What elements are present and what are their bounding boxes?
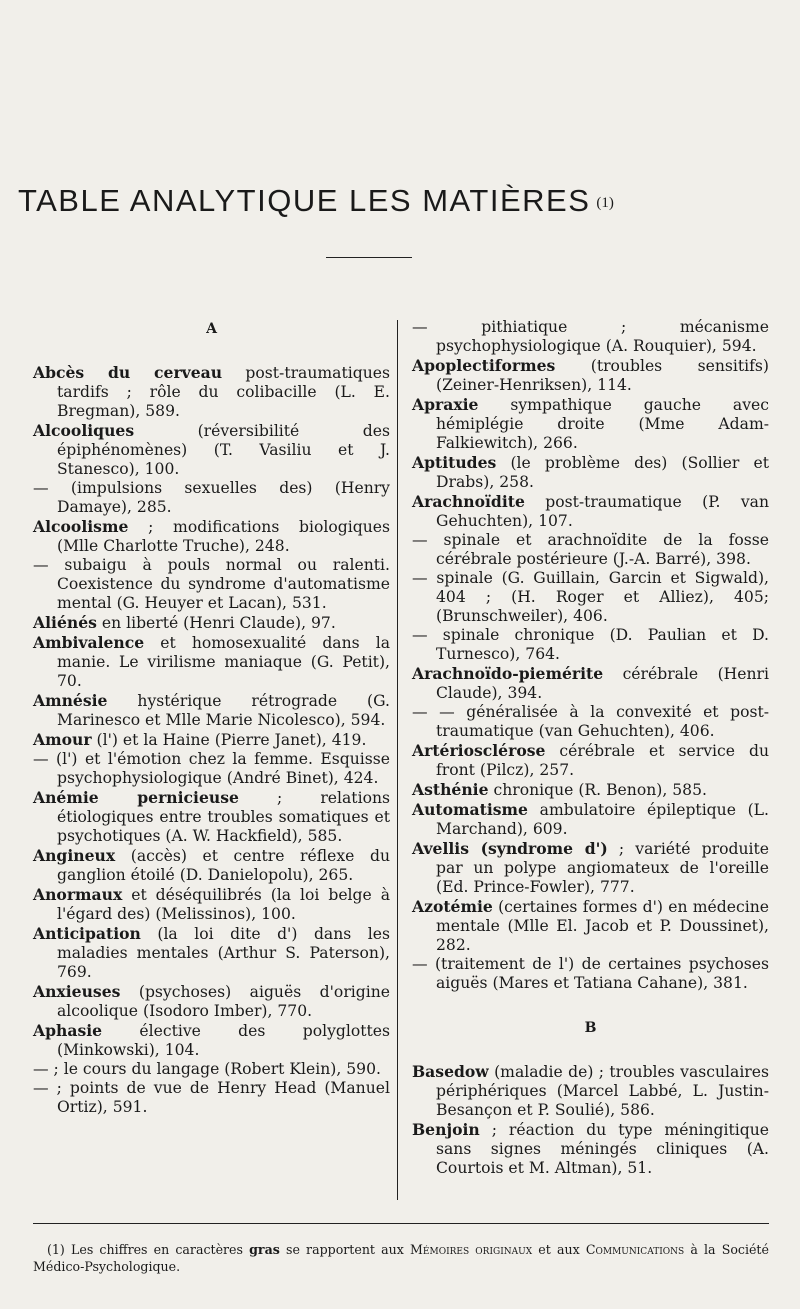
index-entry — [412, 897, 769, 955]
index-entry — [412, 531, 769, 569]
entry-text: élective des polyglottes (Minkowski), 104. — [57, 1022, 390, 1059]
entry-text: — ; le cours du langage (Robert Klein), 590. — [33, 1060, 381, 1078]
entry-term: Alcooliques — [33, 421, 135, 440]
footnote — [33, 1241, 769, 1275]
index-entry — [412, 318, 769, 356]
right-entries-b — [412, 1062, 769, 1178]
index-entry — [412, 1120, 769, 1178]
index-entry — [412, 395, 769, 453]
entry-text: — (impulsions sexuelles des) (Henry Damaye), 285. — [33, 479, 390, 516]
entry-text: — (traitement de l') de certaines psychoses aiguës (Mares et Tatiana Cahane), 381. — [412, 955, 769, 992]
entry-text: post-traumatique (P. van Gehuchten), 107. — [436, 493, 769, 530]
entry-text: (psychoses) aiguës d'origine alcoolique (Isodoro Imber), 770. — [57, 983, 390, 1020]
entry-text: — ; points de vue de Henry Head (Manuel Ortiz), 591. — [33, 1079, 390, 1116]
entry-text: — subaigu à pouls normal ou ralenti. Coexistence du syndrome d'automatisme mental (G. Heuyer et Lacan), 531. — [33, 556, 390, 612]
index-entry — [33, 421, 390, 479]
entry-text: ; réaction du type méningitique sans signes méningés cliniques (A. Courtois et M. Altman), 51. — [436, 1121, 769, 1177]
entry-term: Anxieuses — [33, 982, 121, 1001]
index-entry — [33, 517, 390, 556]
index-entry — [412, 839, 769, 897]
index-entry — [33, 556, 390, 613]
entry-term: Arachnoïdite — [412, 492, 525, 511]
left-entries — [33, 363, 390, 1117]
entry-text: (la loi dite d') dans les maladies mentales (Arthur S. Paterson), 769. — [57, 925, 390, 981]
title-footnote-mark: (1) — [596, 195, 614, 211]
column-divider — [397, 320, 398, 1200]
index-entry — [33, 1079, 390, 1117]
index-entry — [33, 885, 390, 924]
index-entry — [33, 691, 390, 730]
entry-term: Basedow — [412, 1062, 489, 1081]
index-entry — [33, 924, 390, 982]
index-entry — [412, 626, 769, 664]
footnote-smallcaps-1: Mémoires originaux — [410, 1242, 533, 1257]
entry-term: Azotémie — [412, 897, 493, 916]
entry-term: Anticipation — [33, 924, 141, 943]
entry-text: (certaines formes d') en médecine mentale (Mlle El. Jacob et P. Doussinet), 282. — [436, 898, 769, 954]
entry-term: Amnésie — [33, 691, 108, 710]
entry-text: et déséquilibrés (la loi belge à l'égard des) (Melissinos), 100. — [57, 886, 390, 923]
entry-term: Angineux — [33, 846, 116, 865]
entry-text: — — généralisée à la convexité et post-traumatique (van Gehuchten), 406. — [412, 703, 769, 740]
entry-term: Artériosclérose — [412, 741, 546, 760]
index-entry — [412, 569, 769, 626]
entry-text: — spinale chronique (D. Paulian et D. Turnesco), 764. — [412, 626, 769, 663]
entry-text: hystérique rétrograde (G. Marinesco et Mlle Marie Nicolesco), 594. — [57, 692, 390, 729]
footnote-mark: (1) — [47, 1242, 65, 1257]
entry-term: Anormaux — [33, 885, 123, 904]
entry-text: cérébrale et service du front (Pilcz), 257. — [436, 742, 769, 779]
index-entry — [33, 1021, 390, 1060]
entry-text: (le problème des) (Sollier et Drabs), 258. — [436, 454, 769, 491]
footer-rule — [33, 1223, 769, 1224]
entry-text: et homosexualité dans la manie. Le virilisme maniaque (G. Petit), 70. — [57, 634, 390, 690]
entry-text: chronique (R. Benon), 585. — [488, 781, 707, 799]
entry-text: post-traumatiques tardifs ; rôle du colibacille (L. E. Bregman), 589. — [57, 364, 390, 420]
index-entry — [33, 633, 390, 691]
index-entry — [412, 356, 769, 395]
title-rule — [326, 257, 412, 258]
index-entry — [412, 955, 769, 993]
entry-term: Alcoolisme — [33, 517, 129, 536]
entry-term: Benjoin — [412, 1120, 480, 1139]
entry-term: Automatisme — [412, 800, 528, 819]
entry-text: (maladie de) ; troubles vasculaires périphériques (Marcel Labbé, L. Justin-Besançon et P. Soulié), 586. — [436, 1063, 769, 1119]
index-entry — [412, 800, 769, 839]
footnote-smallcaps-2: Communications — [585, 1242, 685, 1257]
footnote-text-3: et aux — [538, 1242, 580, 1257]
index-entry — [412, 453, 769, 492]
entry-term: Asthénie — [412, 780, 489, 799]
index-entry — [412, 664, 769, 703]
index-entry — [33, 1060, 390, 1079]
entry-text: ; modifications biologiques (Mlle Charlotte Truche), 248. — [57, 518, 390, 555]
footnote-text-2: se rapportent aux — [285, 1242, 404, 1257]
index-entry — [412, 492, 769, 531]
entry-text: — spinale (G. Guillain, Garcin et Sigwald), 404 ; (H. Roger et Alliez), 405; (Brunschweiler), 406. — [412, 569, 769, 625]
page-title — [18, 183, 788, 219]
entry-term: Abcès du cerveau — [33, 363, 223, 382]
left-column — [33, 318, 390, 1117]
entry-text: (l') et la Haine (Pierre Janet), 419. — [91, 731, 367, 749]
entry-term: Amour — [33, 730, 92, 749]
index-entry — [412, 741, 769, 780]
page-title-text: TABLE ANALYTIQUE LES MATIÈRES — [18, 183, 591, 218]
entry-term: Aptitudes — [412, 453, 497, 472]
entry-text: ; variété produite par un polype angiomateux de l'oreille (Ed. Prince-Fowler), 777. — [436, 840, 769, 896]
right-entries-a — [412, 318, 769, 993]
footnote-text-4: à la Société Médico-Psychologique. — [33, 1242, 769, 1274]
index-entry — [33, 479, 390, 517]
index-entry — [33, 730, 390, 750]
index-entry — [33, 846, 390, 885]
entry-text: (accès) et centre réflexe du ganglion étoilé (D. Danielopolu), 265. — [57, 847, 390, 884]
entry-text: — spinale et arachnoïdite de la fosse cérébrale postérieure (J.-A. Barré), 398. — [412, 531, 769, 568]
entry-term: Apraxie — [412, 395, 479, 414]
entry-term: Aphasie — [33, 1021, 103, 1040]
index-entry — [412, 703, 769, 741]
entry-text: — pithiatique ; mécanisme psychophysiologique (A. Rouquier), 594. — [412, 318, 769, 355]
entry-term: Arachnoïdo-piemérite — [412, 664, 604, 683]
entry-text: en liberté (Henri Claude), 97. — [96, 614, 336, 632]
index-entry — [412, 780, 769, 800]
entry-term: Avellis (syndrome d') — [412, 839, 608, 858]
index-entry — [412, 1062, 769, 1120]
section-letter-a: A — [206, 321, 217, 337]
section-letter-b: B — [584, 1020, 597, 1036]
right-column — [412, 318, 769, 1178]
footnote-bold-word: gras — [249, 1242, 280, 1257]
index-entry — [33, 788, 390, 846]
footnote-text-1: Les chiffres en caractères — [71, 1242, 243, 1257]
index-entry — [33, 982, 390, 1021]
entry-term: Apoplectiformes — [412, 356, 556, 375]
index-entry — [33, 750, 390, 788]
entry-text: (réversibilité des épiphénomènes) (T. Vasiliu et J. Stanesco), 100. — [57, 422, 390, 478]
entry-term: Aliénés — [33, 613, 97, 632]
entry-text: (troubles sensitifs) (Zeiner-Henriksen), 114. — [436, 357, 769, 394]
entry-text: — (l') et l'émotion chez la femme. Esquisse psychophysiologique (André Binet), 424. — [33, 750, 390, 787]
entry-term: Anémie pernicieuse — [33, 788, 239, 807]
entry-text: cérébrale (Henri Claude), 394. — [436, 665, 769, 702]
entry-text: sympathique gauche avec hémiplégie droite (Mme Adam-Falkiewitch), 266. — [436, 396, 769, 452]
index-entry — [33, 363, 390, 421]
entry-text: ambulatoire épileptique (L. Marchand), 609. — [436, 801, 769, 838]
index-entry — [33, 613, 390, 633]
entry-text: ; relations étiologiques entre troubles somatiques et psychotiques (A. W. Hackfield), 585. — [57, 789, 390, 845]
entry-term: Ambivalence — [33, 633, 145, 652]
